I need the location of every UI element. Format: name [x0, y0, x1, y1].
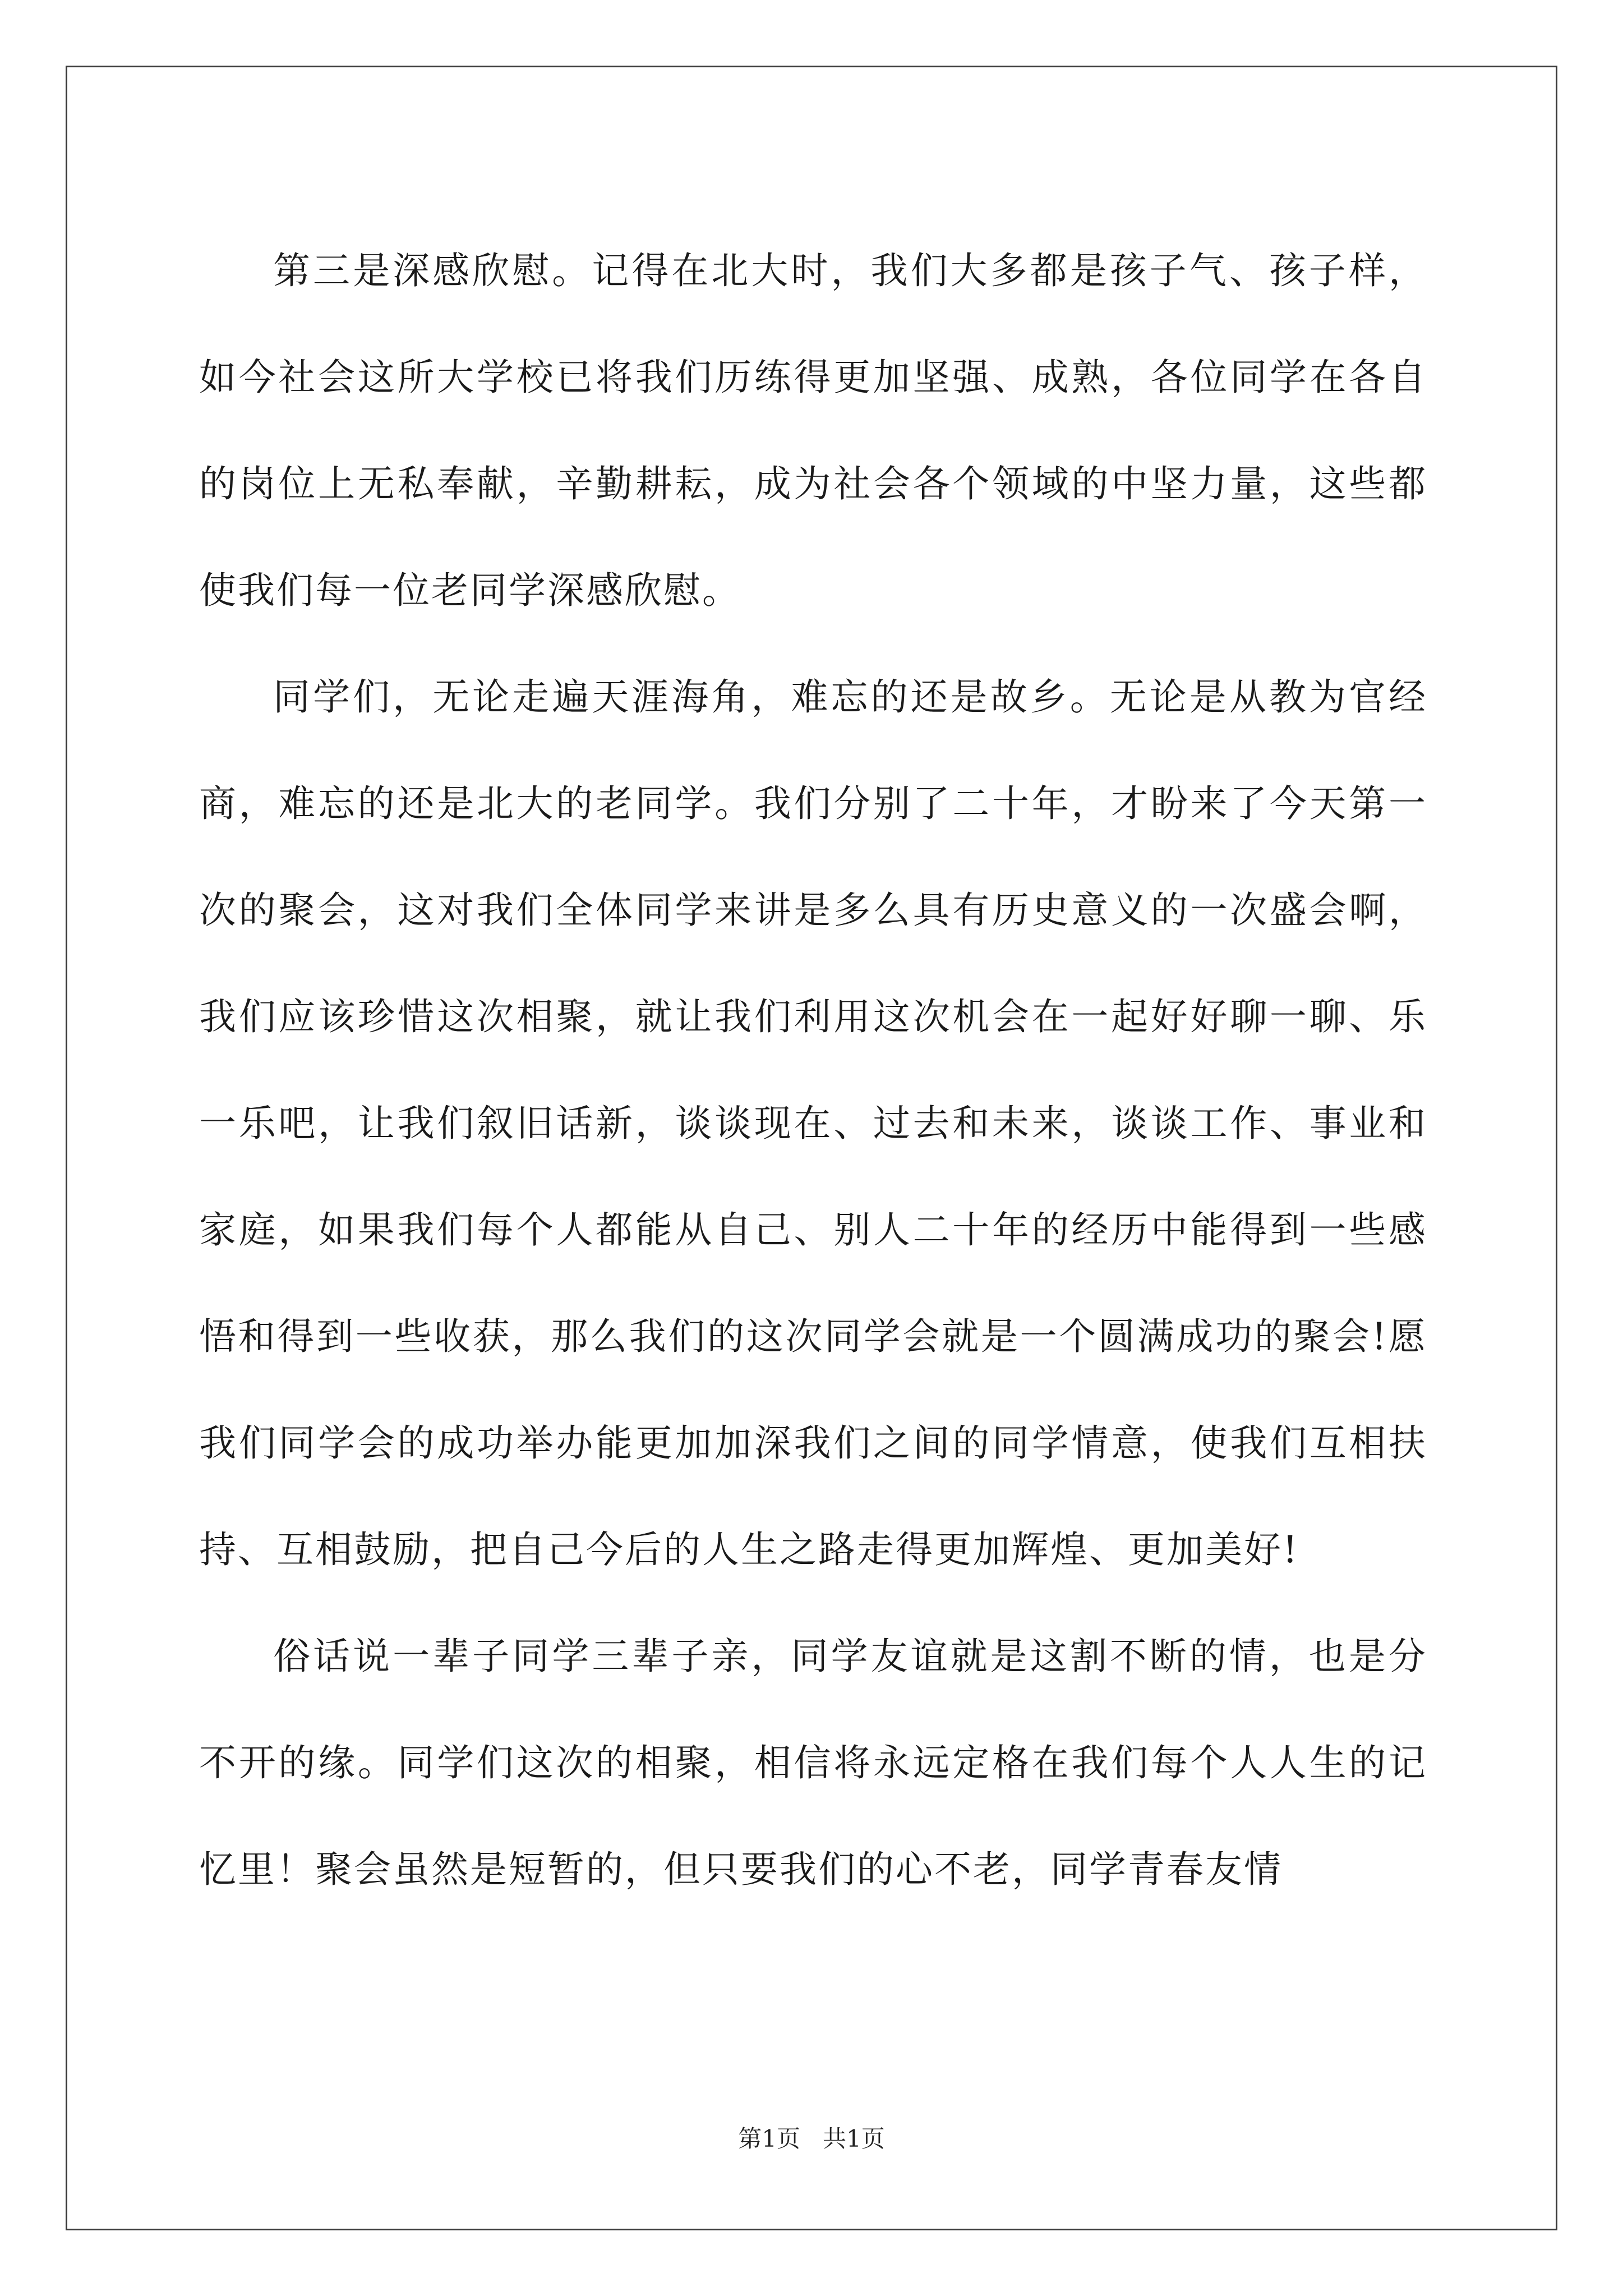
document-body — [199, 218, 1427, 1923]
paragraph-3: 俗话说一辈子同学三辈子亲，同学友谊就是这割不断的情，也是分不开的缘。同学们这次的相聚，相信将永远定格在我们每个人人生的记忆里！聚会虽然是短暂的，但只要我们的心不老，同学青春友情 — [199, 1635, 1427, 1891]
page-number-footer: 第1页 共1页 — [738, 2125, 885, 2152]
paragraph-1: 第三是深感欣慰。记得在北大时，我们大多都是孩子气、孩子样，如今社会这所大学校已将我们历练得更加坚强、成熟，各位同学在各自的岗位上无私奉献，辛勤耕耘，成为社会各个领域的中坚力量，这些都使我们每一位老同学深感欣慰。 — [199, 249, 1427, 612]
paragraph-2: 同学们，无论走遍天涯海角，难忘的还是故乡。无论是从教为官经商，难忘的还是北大的老同学。我们分别了二十年，才盼来了今天第一次的聚会，这对我们全体同学来讲是多么具有历史意义的一次盛会啊，我们应该珍惜这次相聚，就让我们利用这次机会在一起好好聊一聊、乐一乐吧，让我们叙旧话新，谈谈现在、过去和未来，谈谈工作、事业和家庭，如果我们每个人都能从自己、别人二十年的经历中能得到一些感悟和得到一些收获，那么我们的这次同学会就是一个圆满成功的聚会!愿我们同学会的成功举办能更加加深我们之间的同学情意，使我们互相扶持、互相鼓励，把自己今后的人生之路走得更加辉煌、更加美好! — [199, 675, 1427, 1571]
